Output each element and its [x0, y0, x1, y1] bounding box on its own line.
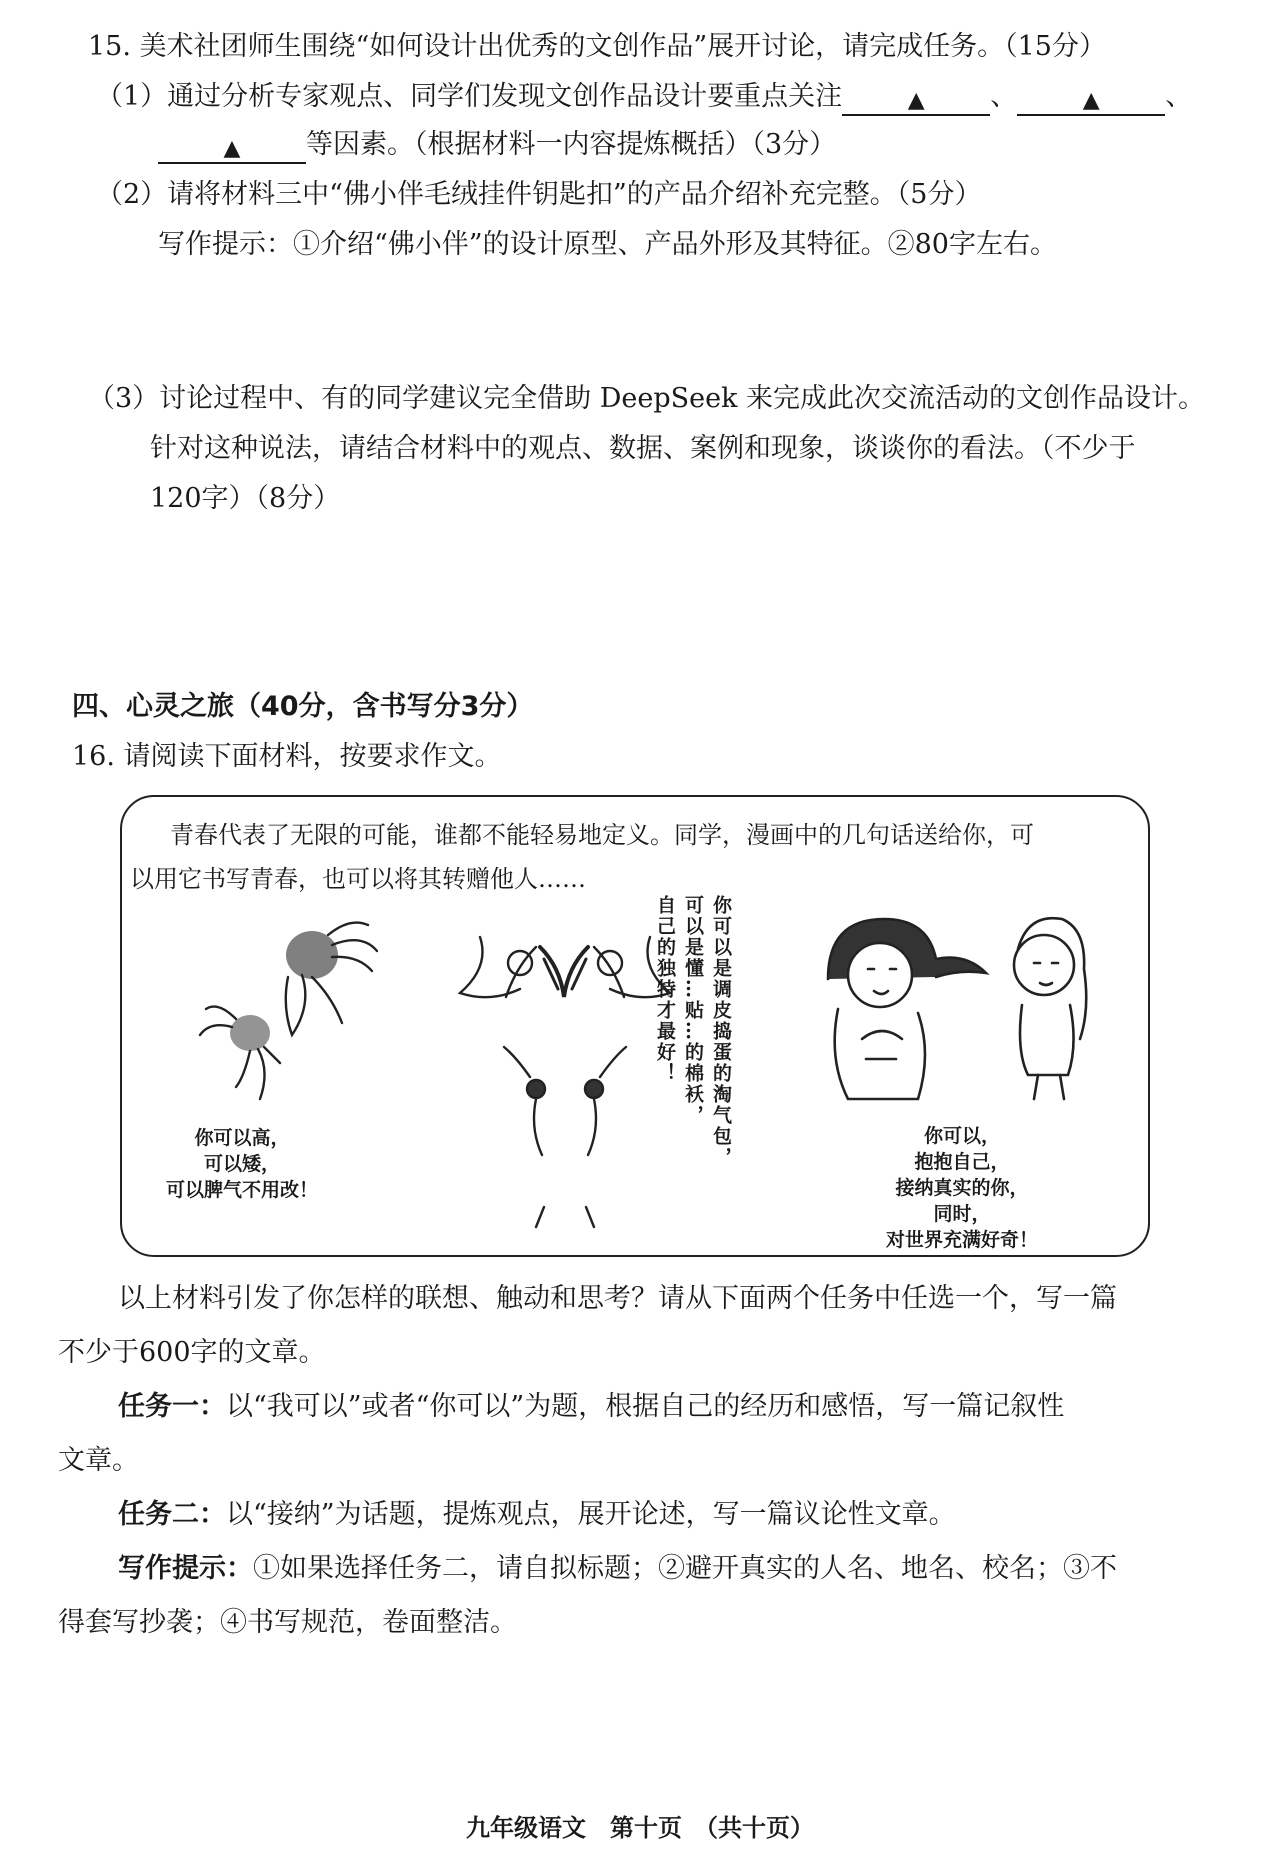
section-heading: 四、心灵之旅（40分，含书写分3分） — [72, 691, 534, 722]
q16-title: 16. 请阅读下面材料，按要求作文。 — [72, 741, 502, 772]
comic-figures-hugging-girls — [808, 909, 1108, 1109]
task1-line2: 文章。 — [58, 1445, 139, 1476]
task1-text: 以“我可以”或者“你可以”为题，根据自己的经历和感悟，写一篇记叙性 — [226, 1391, 1065, 1422]
answer-blank-1[interactable] — [842, 88, 990, 116]
comic2-column-2: 可以是懂…贴…的棉袄， — [682, 895, 704, 1126]
q15-part3-line2: 针对这种说法，请结合材料中的观点、数据、案例和现象，谈谈你的看法。（不少于 — [150, 433, 1136, 464]
page-footer: 九年级语文 第十页 （共十页） — [466, 1814, 814, 1842]
task1-line1 — [118, 1390, 1064, 1424]
answer-blank-2[interactable] — [1017, 88, 1165, 116]
q15-part1-text: （1）通过分析专家观点、同学们发现文创作品设计要重点关注 — [96, 81, 843, 112]
comic2-column-3: 自己的独特才最好！ — [654, 895, 676, 1084]
task2-label: 任务二： — [118, 1499, 226, 1530]
comic-figures-mirrored-dancers — [440, 907, 690, 1247]
answer-blank-3[interactable] — [158, 136, 306, 164]
comic2-column-1: 你可以是调皮捣蛋的淘气包， — [710, 895, 732, 1168]
q15-part2-hint: 写作提示：①介绍“佛小伴”的设计原型、产品外形及其特征。②80字左右。 — [158, 229, 1057, 260]
tips-label: 写作提示： — [118, 1553, 253, 1584]
tips-line1 — [118, 1552, 1117, 1586]
q15-part1-line2 — [158, 128, 836, 162]
task1-label: 任务一： — [118, 1391, 226, 1422]
separator: 、 — [1165, 81, 1193, 112]
task2-line — [118, 1498, 956, 1532]
q15-part3-line3: 120字）（8分） — [150, 483, 341, 514]
blank-mark-2: ▲ — [1082, 88, 1100, 113]
separator: 、 — [990, 81, 1018, 112]
tips-line2: 得套写抄袭；④书写规范，卷面整洁。 — [58, 1607, 517, 1638]
material-box — [120, 795, 1150, 1257]
comic1-caption: 你可以高， 可以矮， 可以脾气不用改！ — [166, 1127, 319, 1201]
q15-part3-line1: （3）讨论过程中、有的同学建议完全借助 DeepSeek 来完成此次交流活动的文创作品设计。 — [88, 383, 1206, 414]
q15-part2-line1: （2）请将材料三中“佛小伴毛绒挂件钥匙扣”的产品介绍补充完整。（5分） — [96, 179, 982, 210]
tips-text: ①如果选择任务二，请自拟标题；②避开真实的人名、地名、校名；③不 — [253, 1553, 1117, 1584]
comic-figures-flying-girls — [192, 915, 382, 1105]
material-intro-line2: 以用它书写青春，也可以将其转赠他人…… — [130, 865, 586, 893]
prompt-line1: 以上材料引发了你怎样的联想、触动和思考？请从下面两个任务中任选一个，写一篇 — [118, 1283, 1117, 1314]
comic3-caption: 你可以， 抱抱自己， 接纳真实的你， 同时， 对世界充满好奇！ — [885, 1125, 1038, 1251]
blank-mark-3: ▲ — [223, 136, 241, 161]
blank-mark-1: ▲ — [907, 88, 925, 113]
q15-part1-line1 — [96, 80, 1192, 114]
task2-text: 以“接纳”为话题，提炼观点，展开论述，写一篇议论性文章。 — [226, 1499, 956, 1530]
material-intro-line1: 青春代表了无限的可能，谁都不能轻易地定义。同学，漫画中的几句话送给你，可 — [170, 821, 1034, 849]
q15-part1-end: 等因素。（根据材料一内容提炼概括）（3分） — [306, 129, 837, 160]
q15-title: 15. 美术社团师生围绕“如何设计出优秀的文创作品”展开讨论，请完成任务。（15分） — [88, 31, 1106, 62]
prompt-line2: 不少于600字的文章。 — [58, 1337, 326, 1368]
